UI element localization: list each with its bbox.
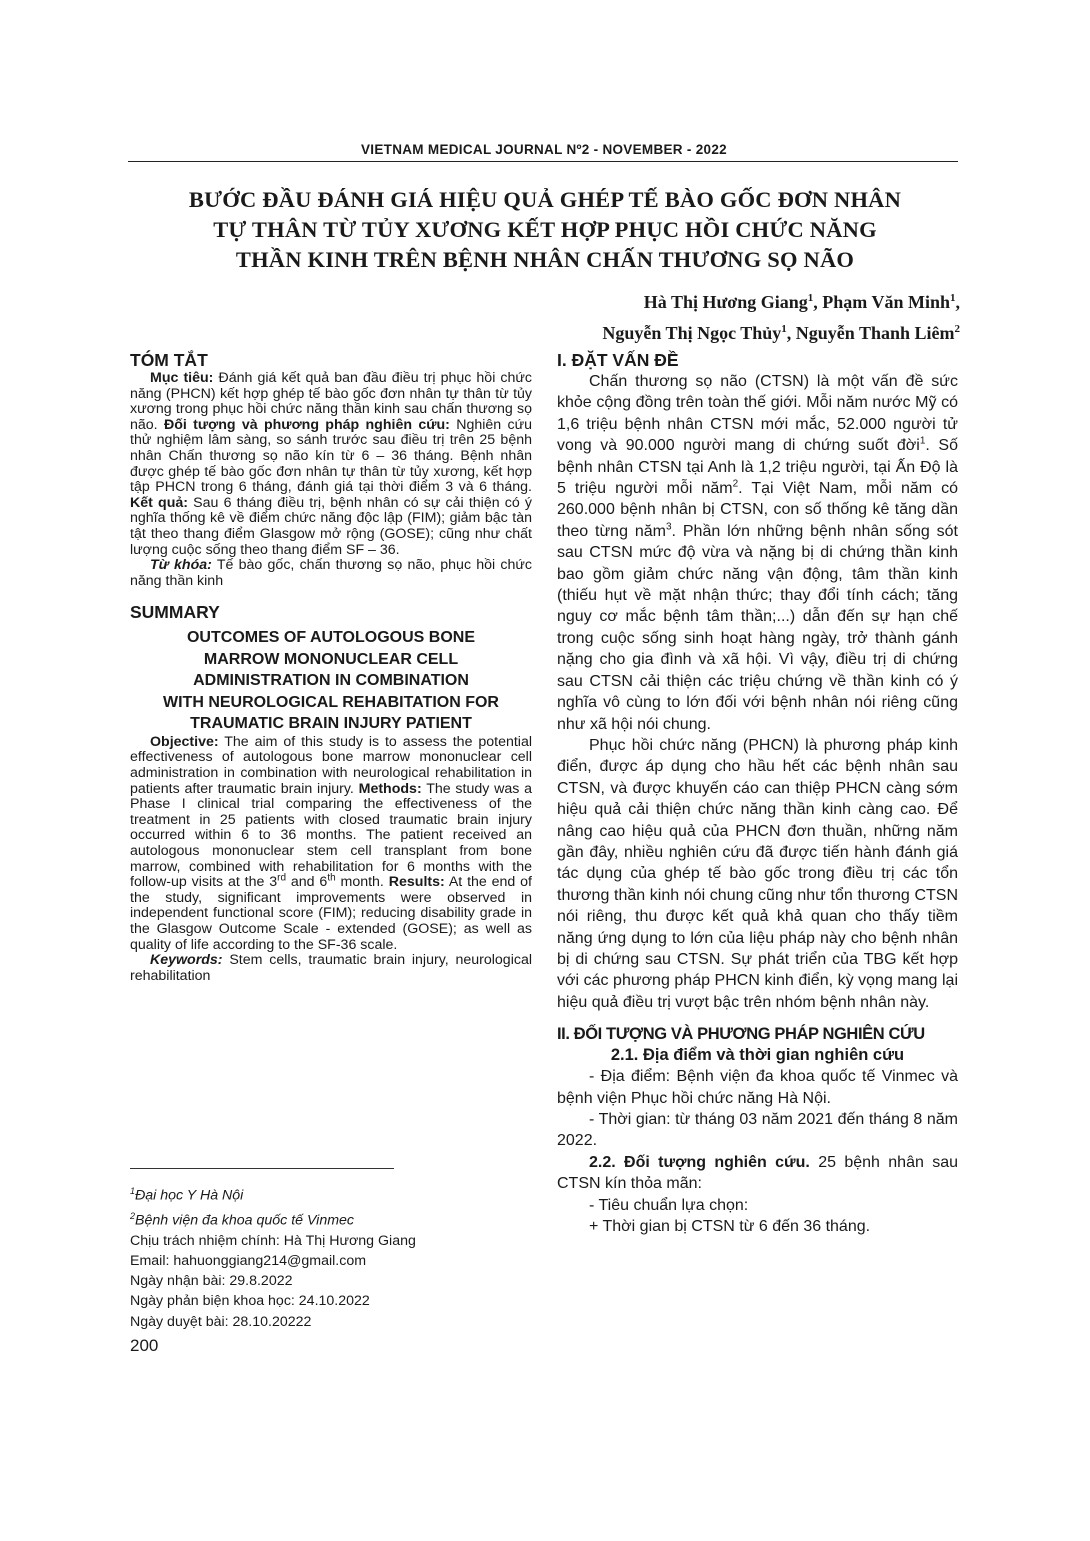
citation: 3 — [665, 521, 672, 533]
affiliation-2: $^2$Bệnh viện đa khoa quốc tế Vinmec — [130, 1210, 355, 1229]
results-label: Kết quả: — [130, 494, 188, 511]
header-rule — [128, 161, 958, 162]
title-line-1: BƯỚC ĐẦU ĐÁNH GIÁ HIỆU QUẢ GHÉP TẾ BÀO GỐC ĐƠN NHÂN — [188, 187, 902, 212]
subsection-2-2: 2.2. Đối tượng nghiên cứu. 25 bệnh nhân sau CTSN kín thỏa mãn: — [557, 1153, 959, 1193]
author-line-1: Hà Thị Hương Giang$^1$, Phạm Văn Minh$^1$, — [643, 292, 960, 312]
ordinal-suffix: th — [327, 872, 336, 884]
abstract-vi-heading: TÓM TẮT — [130, 350, 208, 370]
methods-text: The study was a Phase I clinical trial comparing the effectiveness of the treatment in 25 patients with closed traumatic brain injury occurred within 6 to 36 months. The patient received an autologous mononuclear stem cell transplant from bone marrow, combined with rehabilitation for 6 months with the follow-up visits at the 3 — [130, 780, 532, 891]
summary-title-line: MARROW MONONUCLEAR CELL — [203, 650, 459, 668]
subsection-2-2-heading: 2.2. Đối tượng nghiên cứu. — [589, 1153, 810, 1171]
section-1-paragraph-2: Phục hồi chức năng (PHCN) là phương pháp kinh điển, được áp dụng cho hầu hết các bệnh nhân sau CTSN, và được khuyến cáo can thiệp PHCN càng sớm hiệu quả cải thiện chức năng thần kinh càng cao. Để nâng cao hiệu quả của PHCN đơn thuần, những năm gần đây, nhiều nghiên cứu đã được tiến hành đánh giá tác dụng của ghép tế bào gốc trong điều trị các tổn thương thần kinh nói chung cũng như tổn thương CTSN nói riêng, thu được kết quả khả quan cho thấy tiềm năng ứng dụng to lớn của liệu pháp này cho bệnh nhân bị di chứng sau CTSN. Sự phát triển của TBG kết hợp với các phương pháp PHCN kinh điển, kỳ vọng mang lại hiệu quả điều trị vượt bậc trên nhóm bệnh nhân này. — [557, 736, 958, 1011]
footnotes — [130, 1181, 532, 1332]
author-affiliation: 1 — [950, 292, 956, 304]
date-reviewed: Ngày phản biện khoa học: 24.10.2022 — [130, 1293, 370, 1310]
footnote-rule — [130, 1168, 394, 1169]
objective-text: The aim of this study is to assess the potential effectiveness of autologous bone marrow mononuclear cell administration in combination with neurological rehabilitation in patients after traumatic brain injury. — [130, 733, 532, 797]
results-label: Results: — [388, 874, 445, 891]
author-affiliation: 1 — [781, 323, 787, 335]
abstract-vi-body — [130, 371, 532, 558]
title-line-3: THẦN KINH TRÊN BỆNH NHÂN CHẤN THƯƠNG SỌ NÃO — [235, 247, 855, 272]
summary-title-line: TRAUMATIC BRAIN INJURY PATIENT — [190, 715, 472, 733]
paper-title — [120, 185, 970, 275]
keywords-vi — [130, 558, 532, 589]
author-affiliation: 2 — [954, 323, 960, 335]
criteria-item: + Thời gian bị CTSN từ 6 đến 36 tháng. — [589, 1218, 871, 1236]
email: Email: hahuonggiang214@gmail.com — [130, 1253, 367, 1270]
keywords-label: Từ khóa: — [150, 557, 212, 574]
summary-title-line: WITH NEUROLOGICAL REHABITATION FOR — [163, 693, 499, 711]
author-line-2: Nguyễn Thị Ngọc Thủy$^1$, Nguyễn Thanh Liêm$^2$ — [602, 323, 960, 343]
date-accepted: Ngày duyệt bài: 28.10.20222 — [130, 1313, 312, 1330]
subsection-2-1-heading: 2.1. Địa điểm và thời gian nghiên cứu — [610, 1046, 905, 1065]
objective-label: Mục tiêu: — [150, 370, 214, 386]
results-text: Sau 6 tháng điều trị, bệnh nhân có sự cải thiện có ý nghĩa thống kê về điểm chức năng độc lập (FIM); giảm bậc tàn tật theo thang điểm Glasgow mở rộng (GOSE); cũng như chất lượng cuộc sống theo thang điểm SF – 36. — [130, 494, 533, 558]
citation: 1 — [919, 435, 926, 447]
study-time: - Thời gian: từ tháng 03 năm 2021 đến tháng 8 năm 2022. — [557, 1111, 958, 1150]
summary-title-line: OUTCOMES OF AUTOLOGOUS BONE — [186, 629, 475, 647]
ordinal-suffix: rd — [277, 872, 287, 884]
summary-heading: SUMMARY — [130, 602, 220, 623]
study-place: - Địa điểm: Bệnh viện đa khoa quốc tế Vinmec và bệnh viện Phục hồi chức năng Hà Nội. — [557, 1068, 958, 1107]
affiliation-1: $^1$Đại học Y Hà Nội — [130, 1186, 244, 1204]
section-2-heading: II. ĐỐI TƯỢNG VÀ PHƯƠNG PHÁP NGHIÊN CỨU — [557, 1025, 925, 1044]
citation: 2 — [732, 478, 739, 490]
methods-label: Methods: — [358, 780, 422, 797]
journal-header: VIETNAM MEDICAL JOURNAL Nº2 - NOVEMBER - 2022 — [361, 142, 727, 157]
section-1-heading: I. ĐẶT VẤN ĐỀ — [557, 350, 679, 370]
results-text: At the end of the study, significant improvements were observed in independent functional score (FIM); reducing disability grade in the Glasgow Outcome Scale - extended (GOSE); as well as quality of life according to the SF-36 scale. — [130, 874, 532, 953]
summary-title — [130, 627, 532, 735]
keywords-text: Stem cells, traumatic brain injury, neurological rehabilitation — [130, 952, 532, 984]
methods-text: Nghiên cứu thử nghiệm lâm sàng, so sánh trước sau điều trị trên 25 bệnh nhân Chấn thương sọ não kín từ 6 – 36 tháng. Bệnh nhân được ghép tế bào gốc đơn nhân tự thân từ tủy xương, kết hợp tập PHCN trong 6 tháng, đánh giá tại thời điểm 3 và 6 tháng. — [130, 416, 532, 496]
methods-text: and 6 — [286, 874, 328, 891]
section-1-paragraph-1: Chấn thương sọ não (CTSN) là một vấn đề sức khỏe cộng đồng trên toàn thế giới. Mỗi năm nước Mỹ có 1,6 triệu bệnh nhân CTSN mới mắc, 52.000 người tử vong và 90.000 người mang di chứng suốt đời$^1$. Số bệnh nhân CTSN tại Anh là 1,2 triệu người, tại Ấn Độ là 5 triệu người mỗi năm$^2$. Tại Việt Nam, mỗi năm có 260.000 bệnh nhân bị CTSN, con số thống kê tăng dần theo từng năm$^3$. Phần lớn những bệnh nhân sống sót sau CTSN mức độ vừa và nặng bị di chứng thần kinh bao gồm giảm chức năng vận động, tâm thần kinh (thiếu hụt về mặt nhận thức; thay đổi tính cách; tăng nguy cơ mắc bệnh tâm thần;...) dẫn đến sự hạn chế trong cuộc sống sinh hoạt hàng ngày, trở thành gánh nặng cho gia đình và xã hội. Vì vậy, điều trị di chứng sau CTSN cải thiện các triệu chứng về thần kinh có ý nghĩa vô cùng to lớn đối với bệnh nhân nói riêng cũng như xã hội nói chung. — [557, 373, 959, 733]
objective-text: Đánh giá kết quả ban đầu điều trị phục hồi chức năng (PHCN) kết hợp ghép tế bào gốc đơn nhân tự thân từ tủy xương trong phục hồi chức năng thần kinh sau chấn thương sọ não. — [130, 370, 533, 433]
keywords-text: Tế bào gốc, chấn thương sọ não, phục hồi chức năng thần kinh — [130, 557, 533, 589]
author-affiliation: 1 — [807, 292, 814, 304]
summary-title-line: ADMINISTRATION IN COMBINATION — [193, 672, 469, 690]
author-name: Phạm Văn Minh — [822, 292, 950, 312]
right-column — [557, 349, 958, 1237]
methods-text: month. — [335, 874, 384, 891]
author-name: Nguyễn Thanh Liêm — [795, 323, 955, 343]
author-name: Nguyễn Thị Ngọc Thủy — [602, 323, 782, 343]
keywords-en — [130, 953, 532, 984]
page-number: 200 — [130, 1336, 159, 1355]
title-line-2: TỰ THÂN TỪ TỦY XƯƠNG KẾT HỢP PHỤC HỒI CHỨC NĂNG — [213, 217, 877, 242]
keywords-label: Keywords: — [150, 952, 223, 969]
left-column — [130, 349, 532, 984]
date-received: Ngày nhận bài: 29.8.2022 — [130, 1273, 293, 1290]
objective-label: Objective: — [150, 733, 219, 750]
corresponding-author: Chịu trách nhiệm chính: Hà Thị Hương Giang — [130, 1232, 416, 1249]
author-list — [602, 285, 960, 347]
author-name: Hà Thị Hương Giang — [643, 292, 808, 312]
abstract-en-body — [130, 735, 532, 953]
criteria-heading: - Tiêu chuẩn lựa chọn: — [589, 1196, 749, 1214]
methods-label: Đối tượng và phương pháp nghiên cứu: — [163, 416, 450, 433]
